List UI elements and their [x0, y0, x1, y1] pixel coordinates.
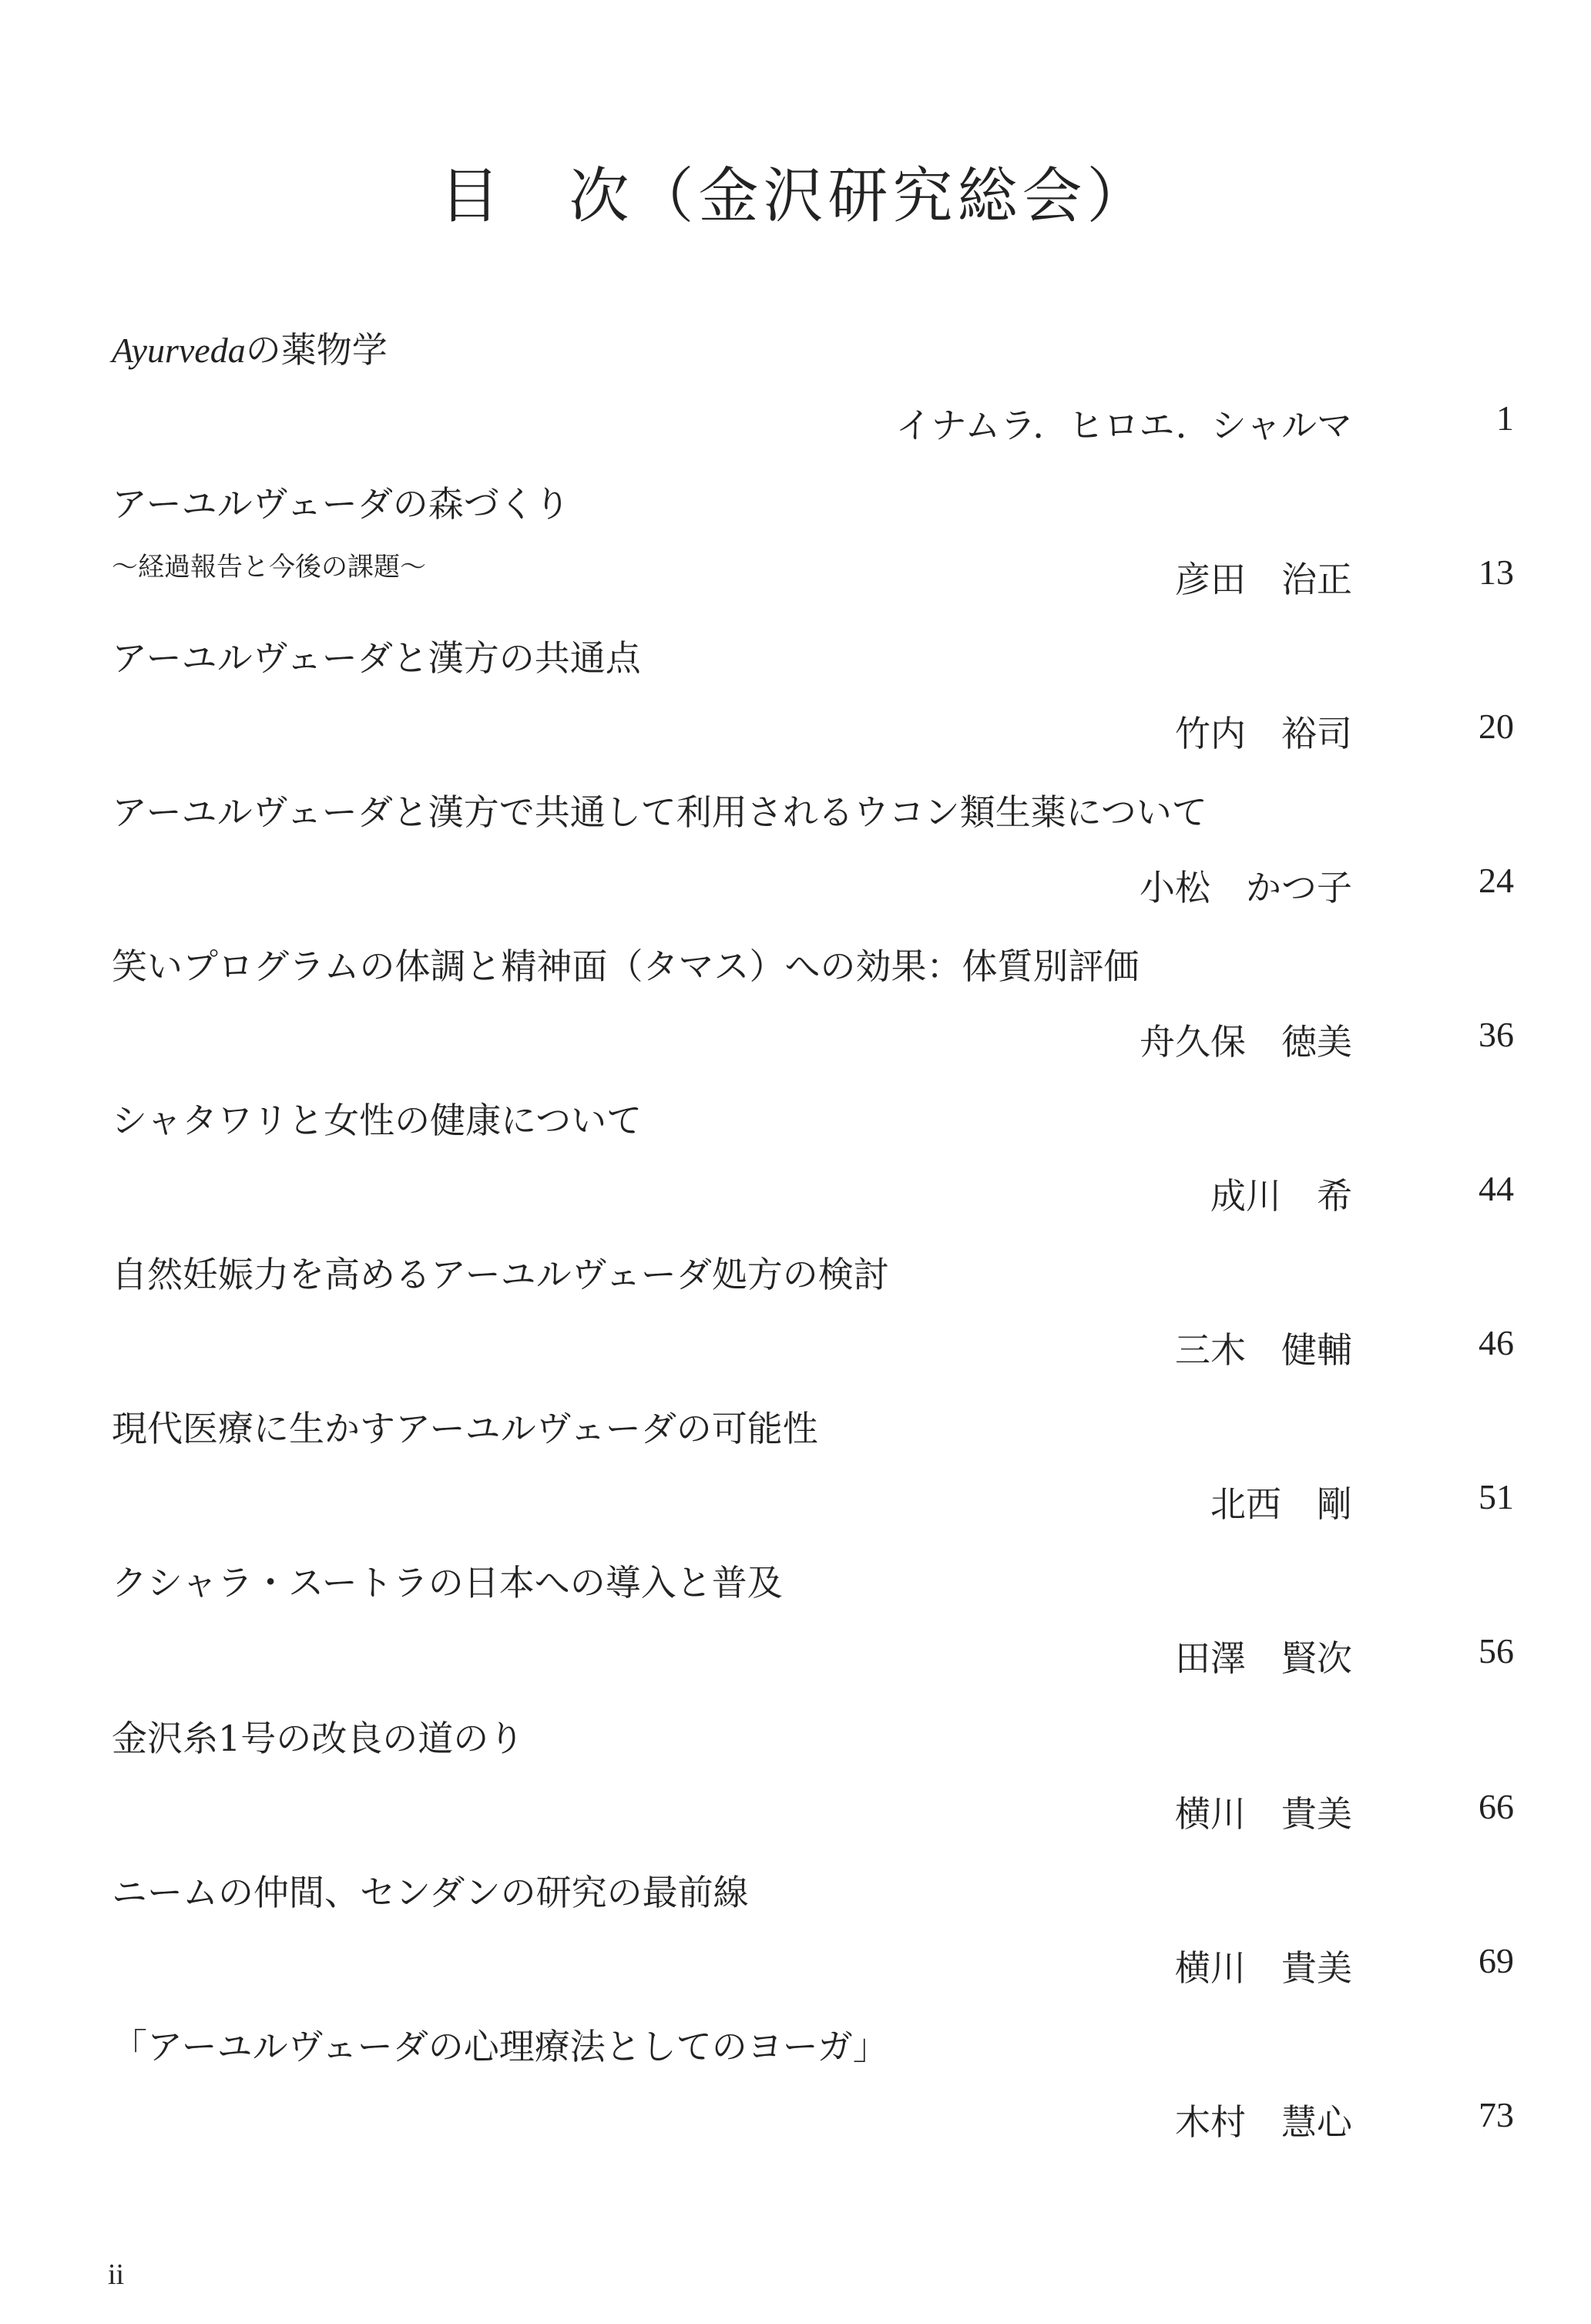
entry-author: 横川 貴美 — [1175, 1947, 1352, 1989]
entry-page-number: 46 — [1479, 1323, 1514, 1362]
entry-title — [112, 322, 388, 373]
entry-page-number: 51 — [1479, 1477, 1514, 1516]
entry-author: 彦田 治正 — [1175, 559, 1352, 600]
toc-entry — [112, 476, 1514, 623]
entry-page-number: 56 — [1479, 1631, 1514, 1671]
entry-page-number: 36 — [1479, 1015, 1514, 1054]
entry-author: 小松 かつ子 — [1140, 867, 1352, 908]
toc-entry — [112, 322, 1514, 468]
entry-page-number: 73 — [1479, 2095, 1514, 2134]
entry-title: アーユルヴェーダと漢方で共通して利用されるウコン類生薬について — [112, 791, 1207, 833]
entry-page-number: 44 — [1479, 1169, 1514, 1208]
toc-entry — [112, 1247, 1514, 1393]
toc-entry — [112, 2019, 1514, 2165]
entry-author: イナムラ．ヒロエ．シャルマ — [895, 405, 1352, 446]
toc-entry — [112, 1093, 1514, 1239]
entry-author: 三木 健輔 — [1175, 1329, 1352, 1371]
entry-page-number: 66 — [1479, 1787, 1514, 1826]
entry-title: 「アーユルヴェーダの心理療法としてのヨーガ」 — [112, 2026, 888, 2067]
entry-subtitle: ～経過報告と今後の課題～ — [112, 552, 426, 583]
entry-title: 笑いプログラムの体調と精神面（タマス）への効果：体質別評価 — [112, 945, 1140, 987]
entry-author: 横川 貴美 — [1175, 1793, 1352, 1835]
entry-author: 木村 慧心 — [1175, 2101, 1352, 2143]
entry-title: 金沢糸1号の改良の道のり — [112, 1718, 525, 1759]
entry-page-number: 1 — [1496, 398, 1514, 438]
entry-page-number: 69 — [1479, 1941, 1514, 1980]
entry-title: アーユルヴェーダの森づくり — [112, 483, 570, 525]
entry-title: アーユルヴェーダと漢方の共通点 — [112, 637, 641, 679]
entry-author: 北西 剛 — [1210, 1483, 1352, 1525]
page-folio: ii — [108, 2259, 125, 2291]
entry-title: 自然妊娠力を高めるアーユルヴェーダ処方の検討 — [112, 1254, 889, 1295]
toc-entry — [112, 939, 1514, 1085]
toc-entry — [112, 1401, 1514, 1547]
page-title: 目 次（金沢研究総会） — [439, 162, 1152, 231]
toc-entry — [112, 784, 1514, 931]
toc-entry — [112, 630, 1514, 777]
entry-title: 現代医療に生かすアーユルヴェーダの可能性 — [112, 1408, 818, 1449]
entry-author: 成川 希 — [1210, 1175, 1352, 1217]
entry-page-number: 24 — [1479, 861, 1514, 900]
toc-entry — [112, 1711, 1514, 1857]
entry-title-text: の薬物学 — [245, 329, 388, 371]
entry-author: 舟久保 徳美 — [1140, 1021, 1352, 1063]
entry-title: クシャラ・スートラの日本への導入と普及 — [112, 1562, 783, 1604]
entry-title-latin: Ayurveda — [112, 331, 246, 370]
entry-title: ニームの仲間、センダンの研究の最前線 — [112, 1872, 749, 1913]
toc-entry — [112, 1865, 1514, 2011]
entry-title: シャタワリと女性の健康について — [112, 1100, 643, 1141]
entry-page-number: 13 — [1479, 552, 1514, 592]
entry-author: 田澤 賢次 — [1175, 1637, 1352, 1679]
toc-entry — [112, 1555, 1514, 1701]
entry-page-number: 20 — [1479, 707, 1514, 746]
entry-author: 竹内 裕司 — [1175, 713, 1352, 754]
